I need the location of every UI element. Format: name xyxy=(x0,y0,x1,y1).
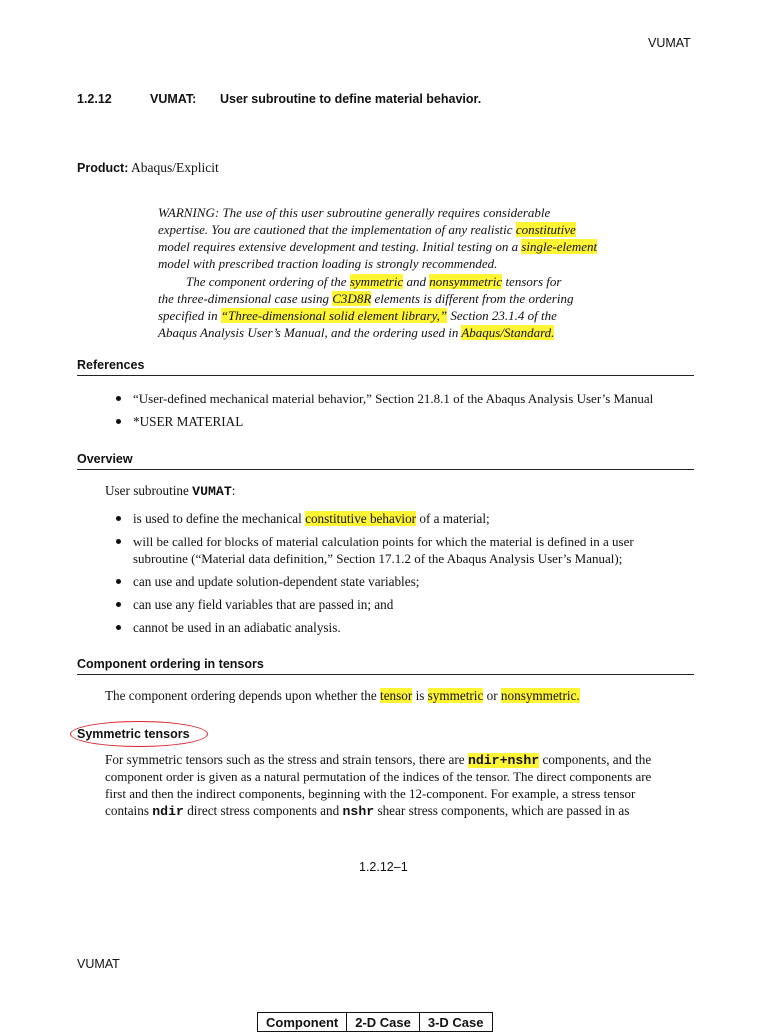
component-table xyxy=(257,1012,493,1032)
code-nshr: nshr xyxy=(342,804,375,819)
symmetric-tensors-heading: Symmetric tensors xyxy=(77,727,190,741)
highlight: symmetric xyxy=(349,274,404,289)
overview-item: cannot be used in an adiabatic analysis. xyxy=(133,620,341,635)
bullet-icon xyxy=(116,396,121,401)
bullet-icon xyxy=(116,516,121,521)
warning-line: model with prescribed traction loading is strongly recommended. xyxy=(158,256,498,271)
highlight: tensor xyxy=(380,688,413,703)
warning-line: expertise. You are cautioned that the implementation of any realistic constitutive xyxy=(158,222,576,237)
table-header-cell: 2-D Case xyxy=(347,1013,420,1032)
section-name: VUMAT: xyxy=(150,92,197,106)
component-ordering-heading: Component ordering in tensors xyxy=(77,657,264,671)
overview-item: will be called for blocks of material calculation points for which the material is defined in a user xyxy=(133,534,634,549)
overview-intro: User subroutine VUMAT: xyxy=(105,483,236,499)
reference-item: *USER MATERIAL xyxy=(133,414,244,429)
highlight: constitutive xyxy=(515,222,576,237)
warning-line: The component ordering of the symmetric and nonsymmetric tensors for xyxy=(186,274,562,289)
section-title xyxy=(77,92,482,106)
highlight: nonsymmetric. xyxy=(500,688,580,703)
highlight: “Three-dimensional solid element library,” xyxy=(220,308,448,323)
highlight: Abaqus/Standard. xyxy=(461,325,555,340)
warning-line: specified in “Three-dimensional solid element library,” Section 23.1.4 of the xyxy=(158,308,557,323)
code-ndir: ndir xyxy=(152,804,184,819)
divider xyxy=(77,469,694,470)
symmetric-text-line: component order is given as a natural permutation of the indices of the tensor. The direct components are xyxy=(105,769,652,784)
divider xyxy=(77,674,694,675)
section-number: 1.2.12 xyxy=(77,92,112,106)
highlight: symmetric xyxy=(427,688,484,703)
bullet-icon xyxy=(116,625,121,630)
section-description: User subroutine to define material behavior. xyxy=(220,92,482,106)
component-ordering-text: The component ordering depends upon whether the tensor is symmetric or nonsymmetric. xyxy=(105,688,580,703)
code-ndir-nshr: ndir+nshr xyxy=(467,753,540,768)
reference-item: “User-defined mechanical material behavior,” Section 21.8.1 of the Abaqus Analysis User’s Manual xyxy=(133,391,654,406)
references-heading: References xyxy=(77,358,145,372)
highlight: constitutive behavior xyxy=(305,511,417,526)
product-value: Abaqus/Explicit xyxy=(131,160,219,175)
symmetric-text-line: contains ndir direct stress components and nshr shear stress components, which are passed in as xyxy=(105,803,630,819)
table-header-cell: 3-D Case xyxy=(419,1013,492,1032)
warning-line: the three-dimensional case using C3D8R elements is different from the ordering xyxy=(158,291,574,306)
warning-line: model requires extensive development and testing. Initial testing on a single-element xyxy=(158,239,598,254)
symmetric-text-line: first and then the indirect components, beginning with the 12-component. For example, a stress tensor xyxy=(105,786,636,801)
highlight: nonsymmetric xyxy=(429,274,503,289)
bullet-icon xyxy=(116,579,121,584)
table-header-row xyxy=(258,1013,493,1032)
bullet-icon xyxy=(116,419,121,424)
warning-line: Abaqus Analysis User’s Manual, and the ordering used in Abaqus/Standard. xyxy=(158,325,555,340)
product-line xyxy=(77,160,219,176)
page-number: 1.2.12–1 xyxy=(359,860,408,874)
code-vumat: VUMAT xyxy=(192,484,232,499)
next-page-running-header: VUMAT xyxy=(77,957,120,971)
overview-item-continuation: subroutine (“Material data definition,” Section 17.1.2 of the Abaqus Analysis User’s Manual); xyxy=(133,551,623,566)
running-header: VUMAT xyxy=(648,36,691,50)
bullet-icon xyxy=(116,539,121,544)
overview-item: can use and update solution-dependent state variables; xyxy=(133,574,420,589)
symmetric-text-line: For symmetric tensors such as the stress and strain tensors, there are ndir+nshr components, and the xyxy=(105,752,652,768)
overview-item: can use any field variables that are passed in; and xyxy=(133,597,394,612)
warning-line: WARNING: The use of this user subroutine generally requires considerable xyxy=(158,205,551,220)
overview-heading: Overview xyxy=(77,452,133,466)
highlight: C3D8R xyxy=(332,291,372,306)
divider xyxy=(77,375,694,376)
product-label: Product: xyxy=(77,161,129,175)
overview-item: is used to define the mechanical constitutive behavior of a material; xyxy=(133,511,490,526)
table-header-cell: Component xyxy=(258,1013,347,1032)
bullet-icon xyxy=(116,602,121,607)
highlight: single-element xyxy=(521,239,598,254)
